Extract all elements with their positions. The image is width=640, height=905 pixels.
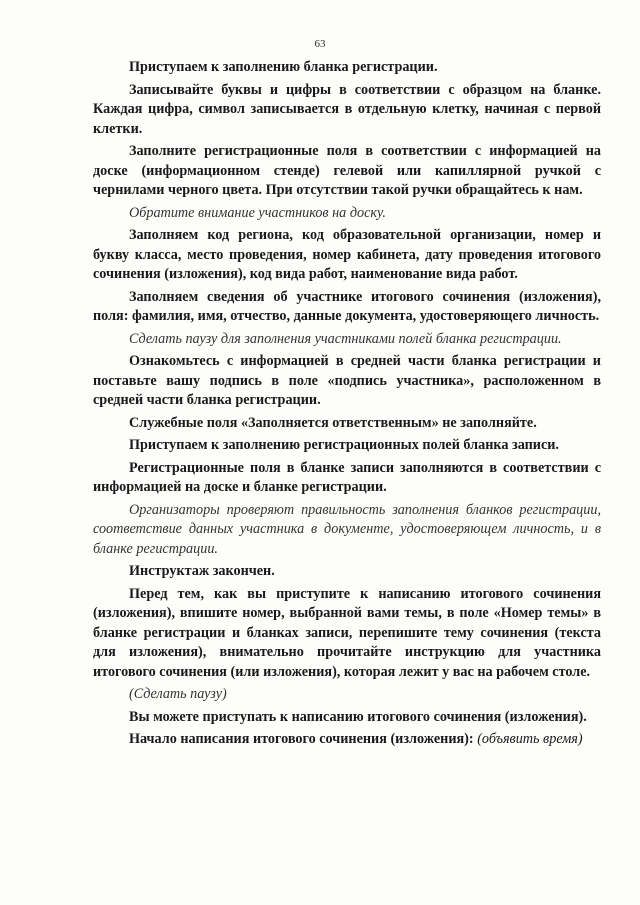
instruction-note-2: Сделать паузу для заполнения участниками полей бланка регистрации. <box>129 330 562 347</box>
paragraph-10: Инструктаж закончен. <box>129 563 275 579</box>
page-number: 63 <box>314 38 326 50</box>
paragraph-12: Вы можете приступать к написанию итогового сочинения (изложения). <box>129 708 587 725</box>
paragraph-3: Заполните регистрационные поля в соответствии с информацией на доске (информационном стенде) гелевой или капиллярной ручкой с чернилами черного цвета. При отсутствии такой ручки обращайтесь к нам. <box>93 143 601 198</box>
paragraph-6: Ознакомьтесь с информацией в средней части бланка регистрации и поставьте вашу подпись в поле «подпись участника», расположенном в средней части бланка регистрации. <box>93 353 601 408</box>
instruction-note-1: Обратите внимание участников на доску. <box>129 204 386 221</box>
paragraph-1: Приступаем к заполнению бланка регистрации. <box>129 59 438 75</box>
paragraph-8: Приступаем к заполнению регистрационных полей бланка записи. <box>129 437 559 453</box>
paragraph-7: Служебные поля «Заполняется ответственным» не заполняйте. <box>129 414 537 431</box>
paragraph-4: Заполняем код региона, код образовательной организации, номер и букву класса, место проведения, номер кабинета, дату проведения итогового сочинения (изложения), код вида работ, наименование вида работ. <box>93 227 601 282</box>
paragraph-final <box>93 730 601 750</box>
final-italic-note: (объявить время) <box>477 731 583 747</box>
instruction-note-3: Организаторы проверяют правильность заполнения бланков регистрации, соответствие данных участника в документе, удостоверяющем личность, и в бланке регистрации. <box>93 501 601 557</box>
paragraph-9: Регистрационные поля в бланке записи заполняются в соответствии с информацией на доске и бланке регистрации. <box>93 459 601 495</box>
document-body <box>93 58 601 753</box>
paragraph-5: Заполняем сведения об участнике итогового сочинения (изложения), поля: фамилия, имя, отчество, данные документа, удостоверяющего личность. <box>93 288 601 324</box>
paragraph-11: Перед тем, как вы приступите к написанию итогового сочинения (изложения), впишите номер, выбранной вами темы, в поле «Номер темы» в бланке регистрации и бланках записи, перепишите тему сочинения (текста для изложения), внимательно прочитайте инструкцию для участника итогового сочинения (или изложения), которая лежит у вас на рабочем столе. <box>93 585 601 680</box>
instruction-note-4: (Сделать паузу) <box>129 686 227 702</box>
paragraph-2: Записывайте буквы и цифры в соответствии с образцом на бланке. Каждая цифра, символ записывается в отдельную клетку, начиная с первой клетки. <box>93 81 601 137</box>
final-bold-text: Начало написания итогового сочинения (изложения): <box>129 731 478 747</box>
